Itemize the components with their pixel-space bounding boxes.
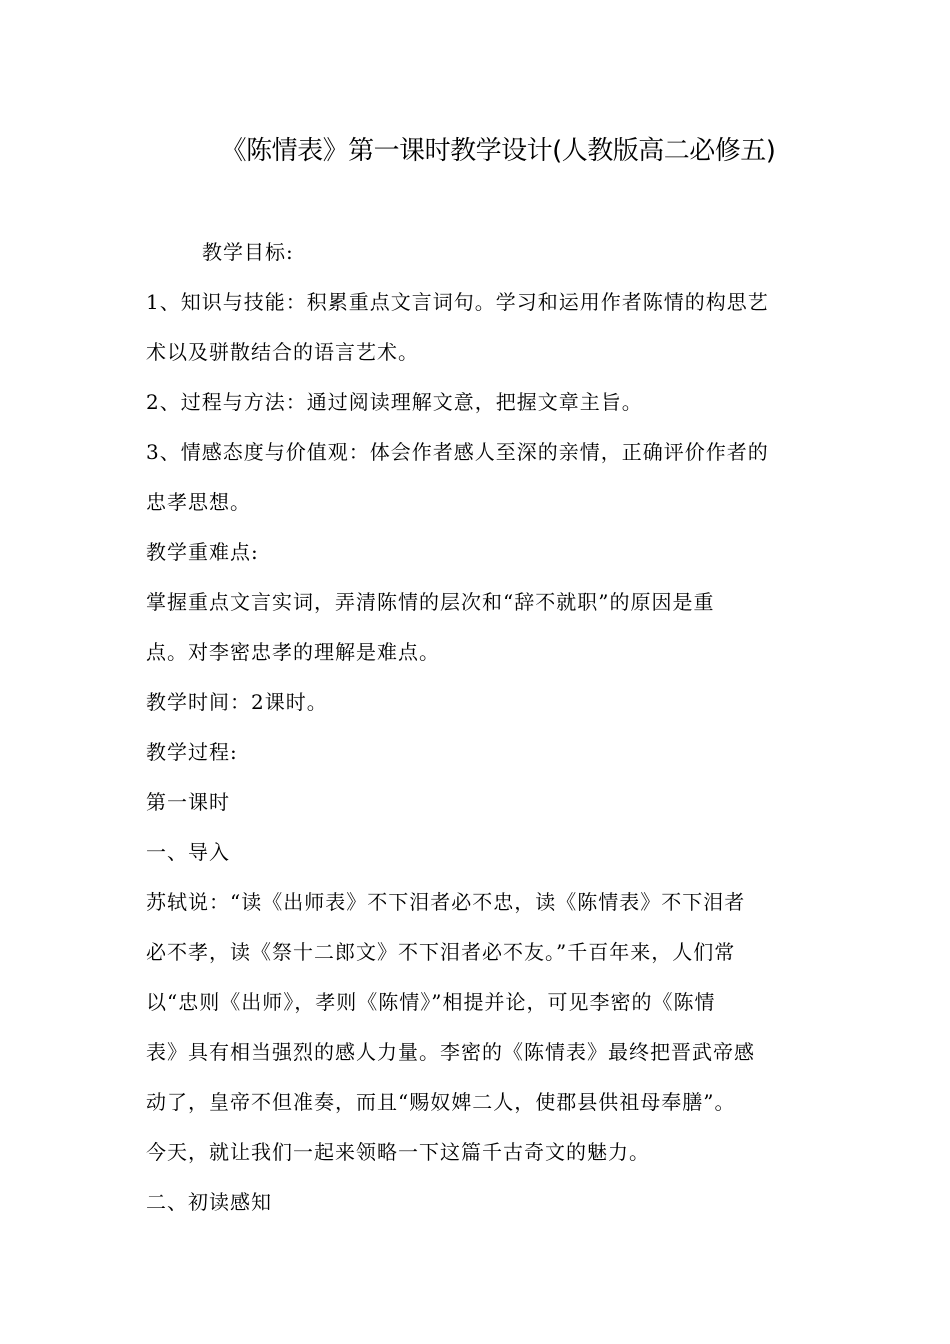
paragraph-line: 表》具有相当强烈的感人力量。李密的《陈情表》最终把晋武帝感: [146, 1040, 755, 1064]
heading-teaching-goals: 教学目标:: [202, 240, 294, 264]
paragraph-line: 以“忠则《出师》，孝则《陈情》”相提并论，可见李密的《陈情: [146, 990, 716, 1014]
paragraph-line: 苏轼说：“读《出师表》不下泪者必不忠，读《陈情表》不下泪者: [146, 890, 746, 914]
heading-first-lesson: 第一课时: [146, 790, 230, 814]
paragraph-line: 掌握重点文言实词，弄清陈情的层次和“辞不就职”的原因是重: [146, 590, 715, 614]
document-body: [146, 227, 810, 1227]
paragraph-line: 2、过程与方法：通过阅读理解文意，把握文章主旨。: [146, 390, 643, 414]
paragraph-line: 3、情感态度与价值观：体会作者感人至深的亲情，正确评价作者的: [146, 440, 769, 464]
paragraph-line: 动了，皇帝不但准奏，而且“赐奴婢二人，使郡县供祖母奉膳”。: [146, 1090, 736, 1114]
paragraph-line: 忠孝思想。: [146, 490, 251, 514]
paragraph-line: 术以及骈散结合的语言艺术。: [146, 340, 419, 364]
heading-first-reading: 二、初读感知: [146, 1190, 272, 1214]
paragraph-line: 1、知识与技能：积累重点文言词句。学习和运用作者陈情的构思艺: [146, 290, 769, 314]
heading-introduction: 一、导入: [146, 840, 230, 864]
heading-teaching-process: 教学过程:: [146, 740, 238, 764]
document-title: 《陈情表》第一课时教学设计(人教版高二必修五): [220, 136, 776, 166]
paragraph-line: 点。对李密忠孝的理解是难点。: [146, 640, 440, 664]
teaching-time-line: 教学时间：2课时。: [146, 690, 328, 714]
heading-key-difficulties: 教学重难点:: [146, 540, 259, 564]
paragraph-line: 今天，就让我们一起来领略一下这篇千古奇文的魅力。: [146, 1140, 650, 1164]
paragraph-line: 必不孝，读《祭十二郎文》不下泪者必不友。”千百年来，人们常: [146, 940, 736, 964]
